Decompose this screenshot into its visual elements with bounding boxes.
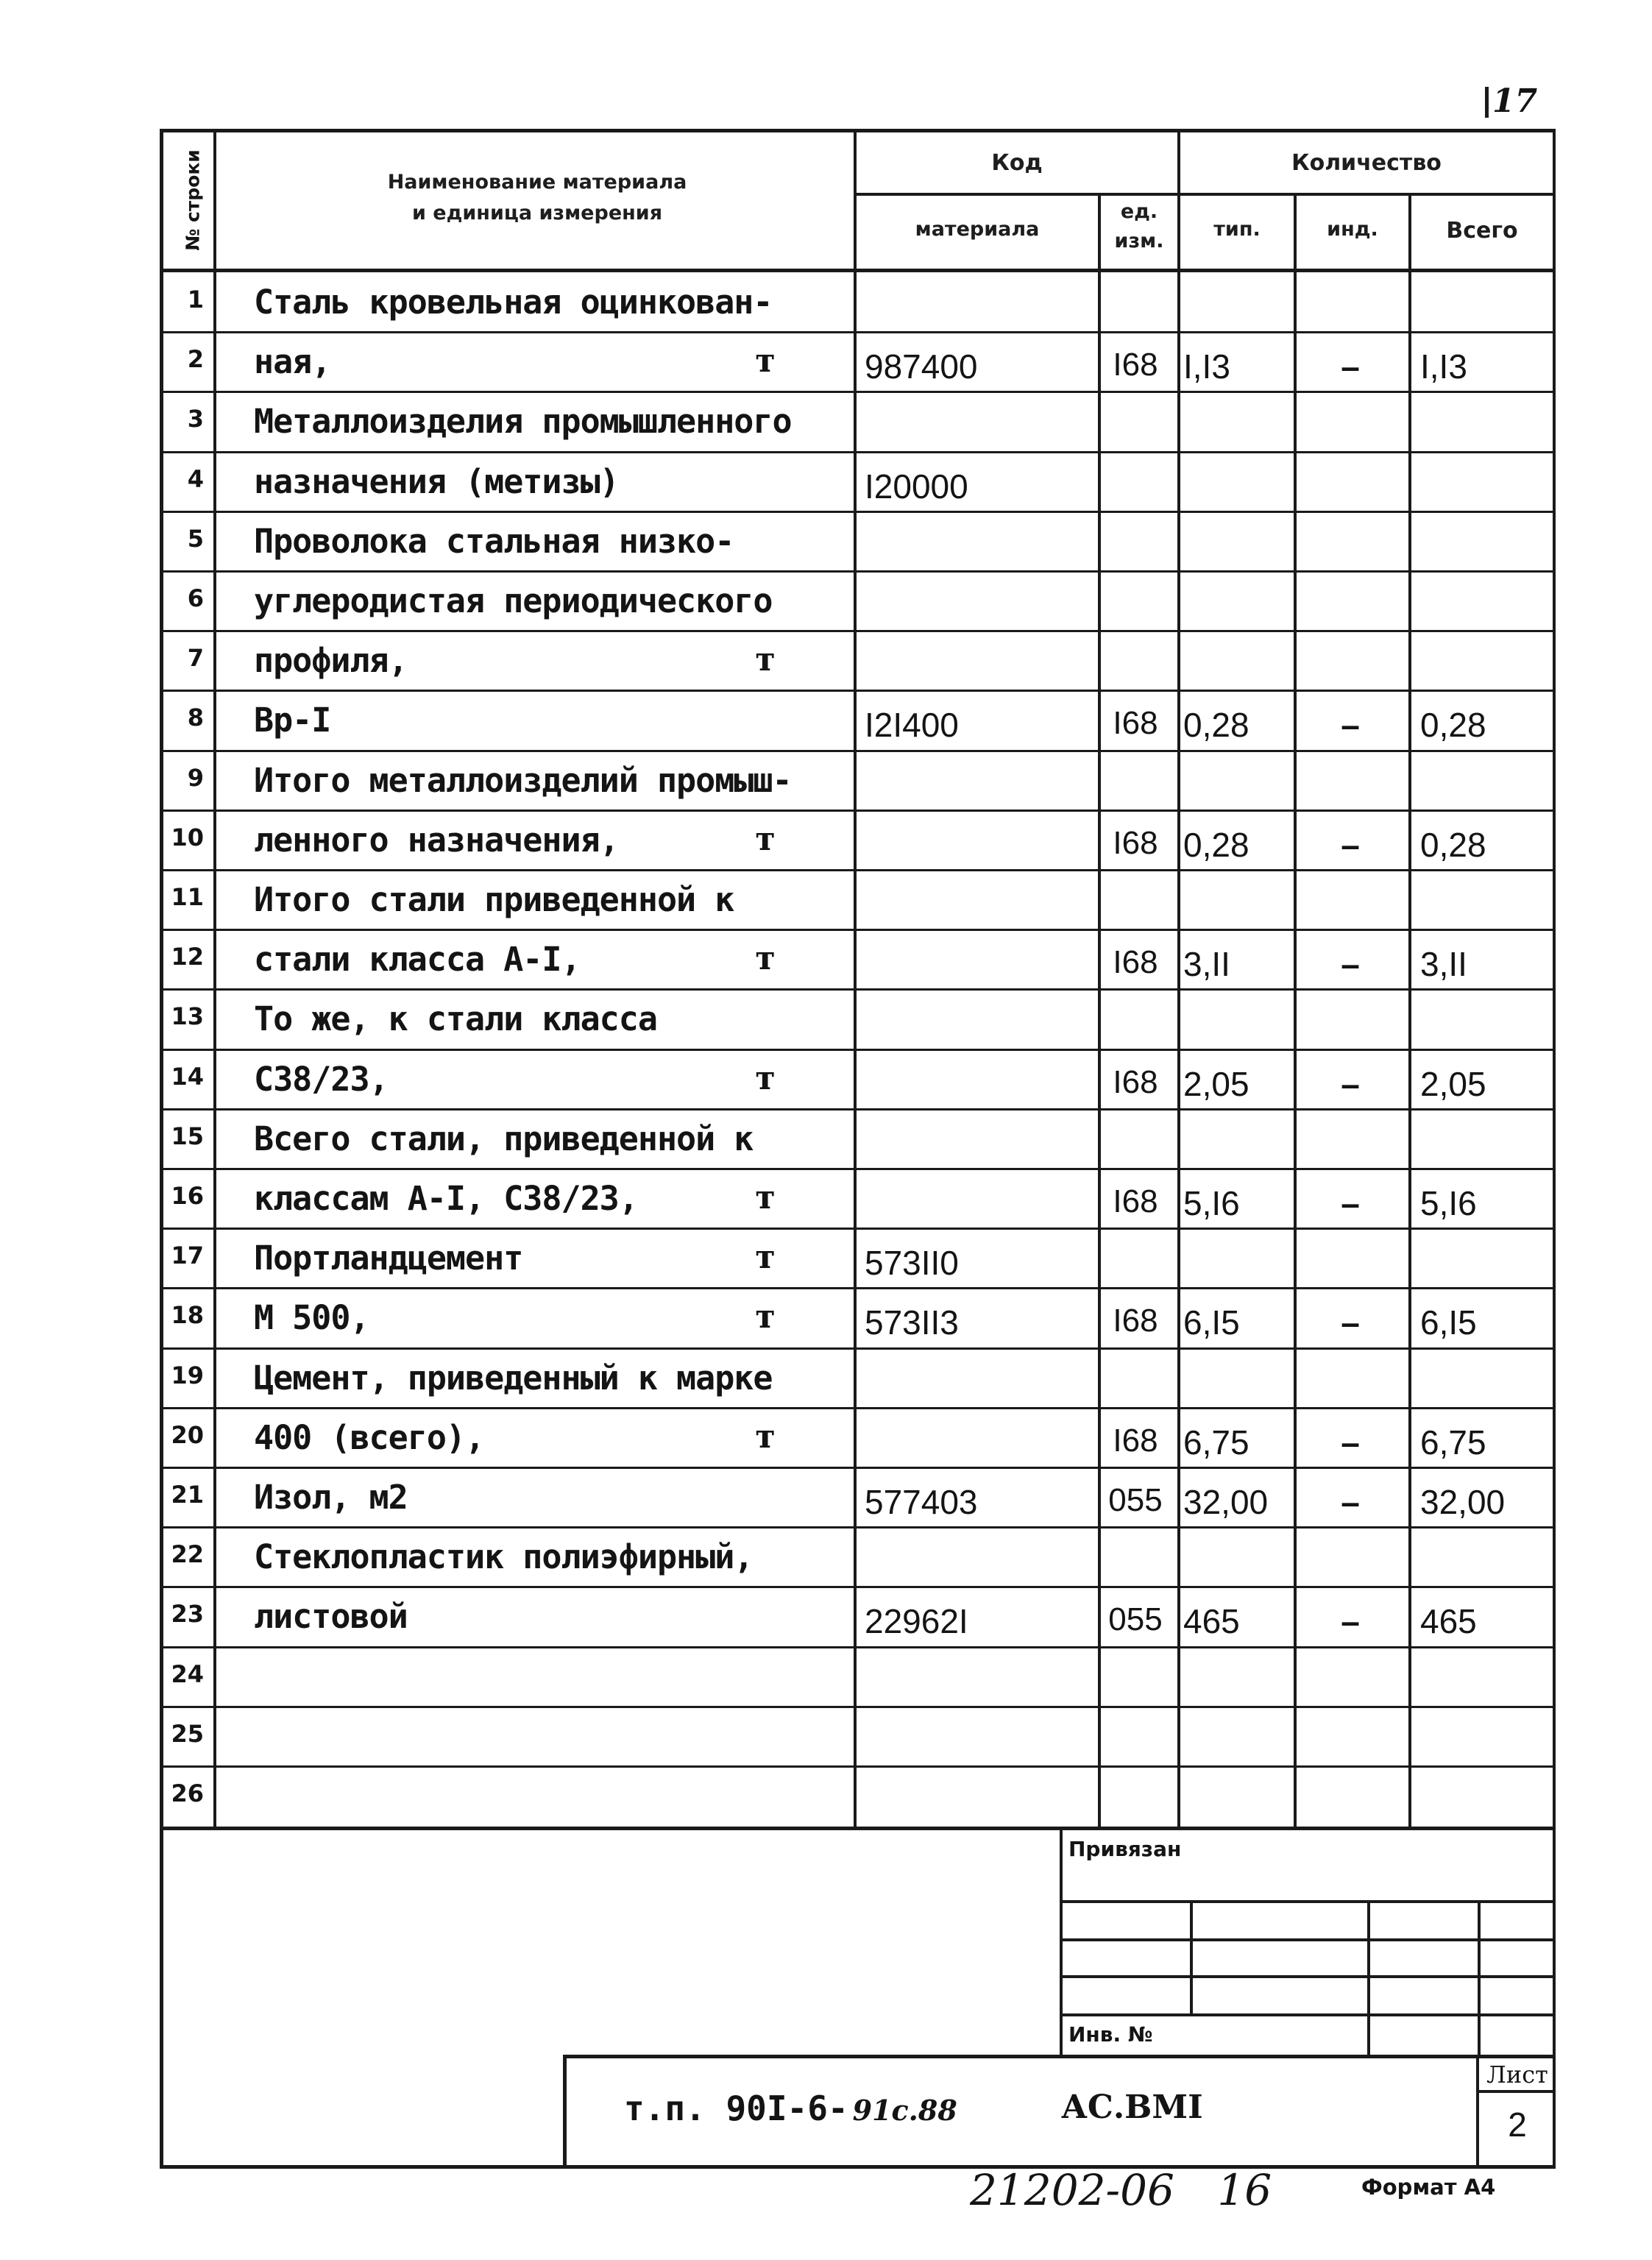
- row-number: 17: [171, 1241, 204, 1270]
- row-number: 9: [187, 763, 204, 792]
- qty-typ: 0,28: [1183, 706, 1249, 745]
- row-number: 19: [171, 1361, 204, 1389]
- material-name: ная,: [254, 342, 331, 382]
- qty-total: I,I3: [1420, 347, 1467, 386]
- row-number: 11: [171, 883, 204, 911]
- row-divider: [160, 869, 1556, 871]
- unit-mark: т: [755, 641, 776, 679]
- unit-mark: т: [755, 1298, 776, 1336]
- header-material: материала: [915, 218, 1040, 241]
- unit-code: 055: [1108, 1601, 1163, 1638]
- stamp-inv-label: Инв. №: [1068, 2022, 1153, 2047]
- qty-ind: –: [1341, 945, 1360, 984]
- row-number: 2: [187, 345, 204, 374]
- qty-ind: –: [1341, 1064, 1360, 1103]
- header-unit-line1: ед.: [1120, 200, 1158, 223]
- material-code: 22962I: [865, 1602, 968, 1641]
- material-code: 577403: [865, 1483, 978, 1521]
- header-quantity-group: Количество: [1291, 150, 1442, 176]
- row-divider: [160, 750, 1556, 752]
- stamp-line-2: [1060, 1938, 1556, 1941]
- qty-total: 0,28: [1420, 825, 1486, 864]
- material-name: Изол, м2: [254, 1478, 408, 1517]
- qty-typ: 6,75: [1183, 1423, 1249, 1462]
- row-number: 22: [171, 1540, 204, 1569]
- qty-ind: –: [1341, 825, 1360, 864]
- page-mark: 17: [1492, 82, 1538, 120]
- material-name: листовой: [254, 1597, 408, 1637]
- unit-code: I68: [1113, 1063, 1158, 1100]
- row-number: 6: [187, 584, 204, 612]
- qty-typ: 465: [1183, 1602, 1240, 1641]
- table-border-right: [1553, 129, 1556, 2167]
- material-name: М 500,: [254, 1298, 369, 1338]
- row-number: 3: [187, 405, 204, 433]
- title-block-left: [563, 2055, 567, 2167]
- row-divider: [160, 1646, 1556, 1648]
- material-code: 987400: [865, 347, 978, 386]
- material-name: Итого стали приведенной к: [254, 880, 734, 919]
- unit-code: I68: [1113, 347, 1158, 383]
- header-unit-line2: изм.: [1114, 230, 1164, 252]
- material-name: Итого металлоизделий промыш-: [254, 760, 792, 800]
- material-name: назначения (метизы): [254, 461, 619, 501]
- unit-mark: т: [755, 1059, 776, 1097]
- material-name: стали класса А-I,: [254, 940, 581, 980]
- header-total: Всего: [1446, 218, 1518, 244]
- col-divider-qty: [1177, 129, 1180, 1829]
- row-number: 23: [171, 1600, 204, 1629]
- material-code: 573II0: [865, 1244, 959, 1283]
- sheet-label: Лист: [1486, 2061, 1548, 2089]
- row-number: 24: [171, 1659, 204, 1688]
- material-name: Металлоизделия промышленного: [254, 402, 792, 442]
- unit-code: I68: [1113, 1303, 1158, 1339]
- row-number: 8: [187, 704, 204, 732]
- material-name: углеродистая периодического: [254, 581, 773, 620]
- qty-total: 3,II: [1420, 945, 1467, 984]
- qty-ind: –: [1341, 1303, 1360, 1342]
- unit-code: I68: [1113, 1422, 1158, 1459]
- material-code: I20000: [865, 467, 968, 506]
- row-divider: [160, 690, 1556, 692]
- header-name-line1: Наименование материала: [387, 171, 687, 194]
- table-border-top: [160, 129, 1556, 132]
- row-number: 12: [171, 943, 204, 971]
- qty-total: 6,75: [1420, 1423, 1486, 1462]
- material-name: Цемент, приведенный к марке: [254, 1358, 773, 1398]
- qty-typ: 0,28: [1183, 825, 1249, 864]
- stamp-line-3: [1060, 1975, 1556, 1978]
- material-name: Портландцемент: [254, 1239, 523, 1278]
- unit-mark: т: [755, 1239, 776, 1277]
- material-name: Проволока стальная низко-: [254, 521, 734, 561]
- material-name: Вр-I: [254, 701, 331, 740]
- unit-code: 055: [1108, 1482, 1163, 1518]
- format-label: Формат А4: [1361, 2175, 1496, 2200]
- qty-total: 2,05: [1420, 1064, 1486, 1103]
- row-number: 5: [187, 524, 204, 553]
- unit-code: I68: [1113, 705, 1158, 742]
- row-divider: [160, 570, 1556, 573]
- qty-total: 5,I6: [1420, 1184, 1477, 1222]
- material-name: ленного назначения,: [254, 820, 619, 860]
- qty-ind: –: [1341, 1423, 1360, 1462]
- stamp-top-border: [160, 1827, 1556, 1830]
- row-number: 13: [171, 1002, 204, 1031]
- qty-typ: 2,05: [1183, 1064, 1249, 1103]
- row-divider: [160, 391, 1556, 393]
- header-subline: [854, 193, 1556, 196]
- row-divider: [160, 1228, 1556, 1230]
- qty-typ: I,I3: [1183, 347, 1230, 386]
- row-number: 7: [187, 644, 204, 673]
- sheet-number: 2: [1508, 2105, 1527, 2144]
- unit-mark: т: [755, 1179, 776, 1216]
- row-divider: [160, 1586, 1556, 1588]
- stamp-col-3: [1478, 1900, 1481, 2056]
- row-divider: [160, 1347, 1556, 1350]
- doc-code-print: т.п. 90I-6-: [624, 2089, 848, 2128]
- material-name: Стеклопластик полиэфирный,: [254, 1537, 754, 1577]
- qty-total: 0,28: [1420, 706, 1486, 745]
- stamp-col-2: [1367, 1900, 1370, 2056]
- qty-total: 32,00: [1420, 1483, 1506, 1521]
- row-divider: [160, 331, 1556, 333]
- qty-typ: 6,I5: [1183, 1303, 1240, 1342]
- row-number: 21: [171, 1481, 204, 1509]
- row-divider: [160, 1467, 1556, 1469]
- qty-total: 6,I5: [1420, 1303, 1477, 1342]
- qty-ind: –: [1341, 1602, 1360, 1641]
- material-name: профиля,: [254, 641, 408, 681]
- margin-tick: [1485, 87, 1489, 118]
- material-code: 573II3: [865, 1303, 959, 1342]
- handwritten-sheet: 16: [1217, 2165, 1272, 2215]
- row-divider: [160, 810, 1556, 812]
- unit-mark: т: [755, 342, 776, 380]
- row-number: 20: [171, 1420, 204, 1449]
- col-divider-unit: [1098, 193, 1101, 1829]
- row-number: 18: [171, 1301, 204, 1330]
- material-name: С38/23,: [254, 1059, 389, 1099]
- title-block-sheet-mid: [1476, 2090, 1556, 2093]
- row-divider: [160, 630, 1556, 632]
- handwritten-number: [970, 2165, 1272, 2215]
- row-number: 4: [187, 464, 204, 493]
- doc-suffix: АС.ВМI: [1061, 2089, 1203, 2126]
- stamp-attached-label: Привязан: [1068, 1837, 1182, 1861]
- stamp-line-4: [1060, 2013, 1556, 2016]
- material-name: 400 (всего),: [254, 1417, 485, 1457]
- doc-code-handwritten: 91с.88: [852, 2094, 957, 2127]
- row-divider: [160, 1526, 1556, 1528]
- col-divider-code: [854, 129, 857, 1829]
- unit-mark: т: [755, 940, 776, 978]
- material-name: Всего стали, приведенной к: [254, 1119, 754, 1158]
- handwritten-code: 21202-06: [970, 2165, 1174, 2215]
- material-name: То же, к стали класса: [254, 999, 657, 1039]
- title-block-bottom: [160, 2165, 1556, 2169]
- row-divider: [160, 511, 1556, 513]
- qty-typ: 5,I6: [1183, 1184, 1240, 1222]
- doc-code: [624, 2089, 957, 2128]
- row-number: 10: [171, 823, 204, 851]
- col-divider-ind: [1408, 193, 1411, 1829]
- row-number: 16: [171, 1182, 204, 1210]
- header-code-group: Код: [991, 150, 1043, 176]
- header-ind: инд.: [1327, 218, 1378, 241]
- row-divider: [160, 451, 1556, 453]
- row-divider: [160, 1765, 1556, 1768]
- qty-typ: 32,00: [1183, 1483, 1269, 1521]
- col-divider-typ: [1294, 193, 1297, 1829]
- col-divider-number: [213, 129, 216, 1829]
- qty-ind: –: [1341, 1483, 1360, 1521]
- title-block-top: [563, 2055, 1556, 2058]
- material-code: I2I400: [865, 706, 959, 745]
- row-number: 14: [171, 1062, 204, 1091]
- unit-code: I68: [1113, 824, 1158, 861]
- row-divider: [160, 1108, 1556, 1110]
- qty-typ: 3,II: [1183, 945, 1230, 984]
- unit-code: I68: [1113, 1183, 1158, 1219]
- header-row-number: № строки: [182, 149, 204, 251]
- row-divider: [160, 1287, 1556, 1289]
- row-divider: [160, 929, 1556, 931]
- qty-ind: –: [1341, 706, 1360, 745]
- unit-code: I68: [1113, 944, 1158, 981]
- stamp-col-1: [1190, 1900, 1193, 2015]
- header-typ: тип.: [1213, 218, 1261, 241]
- stamp-line-1: [1060, 1900, 1556, 1903]
- qty-total: 465: [1420, 1602, 1477, 1641]
- row-divider: [160, 1049, 1556, 1051]
- row-divider: [160, 988, 1556, 991]
- material-name: Сталь кровельная оцинкован-: [254, 283, 773, 322]
- stamp-attached-left: [1060, 1827, 1063, 2056]
- unit-mark: т: [755, 1417, 776, 1456]
- qty-ind: –: [1341, 347, 1360, 386]
- row-number: 25: [171, 1719, 204, 1748]
- unit-mark: т: [755, 820, 776, 858]
- row-divider: [160, 1407, 1556, 1409]
- row-number: 1: [187, 286, 204, 314]
- row-number: 26: [171, 1779, 204, 1807]
- title-block-sheet-left: [1476, 2055, 1479, 2167]
- row-divider: [160, 1168, 1556, 1170]
- row-number: 15: [171, 1122, 204, 1150]
- qty-ind: –: [1341, 1184, 1360, 1222]
- material-name: классам А-I, С38/23,: [254, 1179, 638, 1218]
- header-bottom: [160, 269, 1556, 272]
- header-name-line2: и единица измерения: [411, 202, 663, 224]
- row-divider: [160, 1706, 1556, 1708]
